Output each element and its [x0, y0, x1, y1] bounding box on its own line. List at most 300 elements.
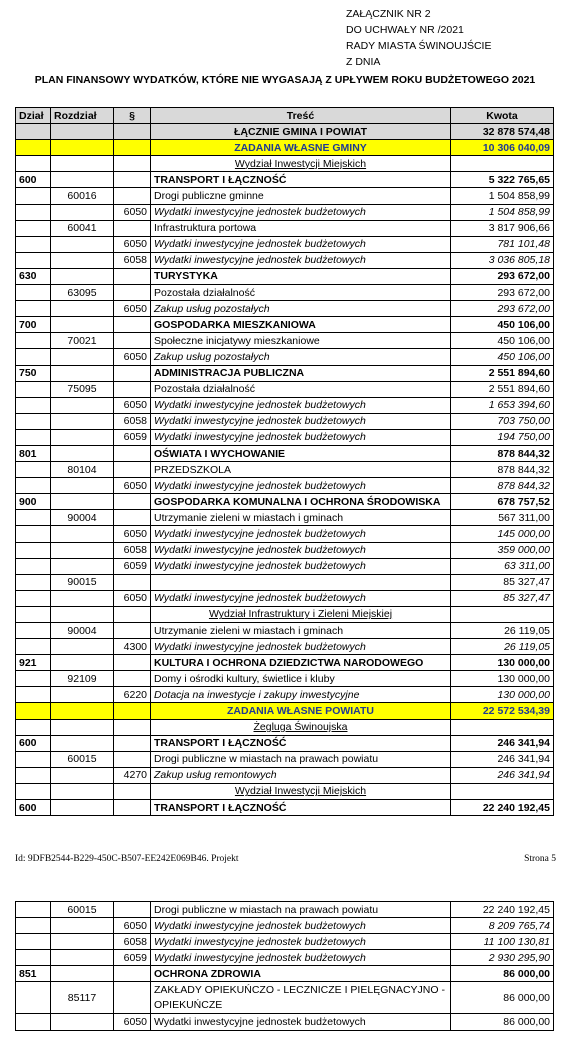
- table-row: [16, 188, 554, 204]
- table-row: [16, 982, 554, 1014]
- dzial-cell: [16, 220, 51, 236]
- tresc-cell: TRANSPORT I ŁĄCZNOŚĆ: [151, 735, 451, 751]
- paragraf-cell: 6050: [114, 526, 151, 542]
- header-line-3: RADY MIASTA ŚWINOUJŚCIE: [346, 40, 492, 52]
- rozdzial-cell: [51, 349, 114, 365]
- paragraf-cell: [114, 671, 151, 687]
- kwota-cell: 450 106,00: [451, 333, 554, 349]
- tresc-cell: Infrastruktura portowa: [151, 220, 451, 236]
- paragraf-cell: [114, 188, 151, 204]
- rozdzial-cell: [51, 526, 114, 542]
- dzial-cell: [16, 623, 51, 639]
- rozdzial-cell: [51, 687, 114, 703]
- paragraf-cell: 6059: [114, 429, 151, 445]
- table-row: [16, 918, 554, 934]
- tresc-cell: [151, 574, 451, 590]
- kwota-cell: 63 311,00: [451, 558, 554, 574]
- tresc-cell: Drogi publiczne w miastach na prawach powiatu: [151, 751, 451, 767]
- dzial-cell: 750: [16, 365, 51, 381]
- table-row: [16, 574, 554, 590]
- table-row: [16, 1014, 554, 1030]
- tresc-cell: Wydatki inwestycyjne jednostek budżetowych: [151, 934, 451, 950]
- table-row: [16, 526, 554, 542]
- tresc-cell: Wydatki inwestycyjne jednostek budżetowych: [151, 526, 451, 542]
- kwota-cell: 293 672,00: [451, 268, 554, 284]
- kwota-cell: 246 341,94: [451, 751, 554, 767]
- table-row: [16, 236, 554, 252]
- table-row: [16, 558, 554, 574]
- paragraf-cell: 6050: [114, 1014, 151, 1030]
- dzial-cell: [16, 381, 51, 397]
- paragraf-cell: 6050: [114, 918, 151, 934]
- dzial-cell: [16, 767, 51, 783]
- dzial-cell: [16, 124, 51, 140]
- rozdzial-cell: [51, 301, 114, 317]
- rozdzial-cell: 60016: [51, 188, 114, 204]
- tresc-cell: Wydatki inwestycyjne jednostek budżetowych: [151, 478, 451, 494]
- dzial-cell: 921: [16, 655, 51, 671]
- dzial-cell: [16, 188, 51, 204]
- dzial-cell: 600: [16, 172, 51, 188]
- kwota-cell: 3 036 805,18: [451, 252, 554, 268]
- rozdzial-cell: [51, 236, 114, 252]
- kwota-cell: 450 106,00: [451, 317, 554, 333]
- table-row: [16, 623, 554, 639]
- tresc-cell: Wydatki inwestycyjne jednostek budżetowych: [151, 639, 451, 655]
- paragraf-cell: [114, 800, 151, 816]
- table-row: [16, 140, 554, 156]
- dzial-cell: [16, 982, 51, 1014]
- kwota-cell: 246 341,94: [451, 735, 554, 751]
- dzial-cell: [16, 140, 51, 156]
- dzial-cell: [16, 918, 51, 934]
- paragraf-cell: [114, 574, 151, 590]
- dzial-cell: [16, 349, 51, 365]
- rozdzial-cell: 92109: [51, 671, 114, 687]
- tresc-cell: Utrzymanie zieleni w miastach i gminach: [151, 510, 451, 526]
- tresc-cell: Wydatki inwestycyjne jednostek budżetowych: [151, 429, 451, 445]
- dzial-cell: [16, 510, 51, 526]
- rozdzial-cell: 85117: [51, 982, 114, 1014]
- rozdzial-cell: [51, 767, 114, 783]
- header-line-1: ZAŁĄCZNIK NR 2: [346, 8, 431, 20]
- rozdzial-cell: [51, 800, 114, 816]
- table-row: [16, 220, 554, 236]
- paragraf-cell: [114, 333, 151, 349]
- paragraf-cell: [114, 285, 151, 301]
- kwota-cell: 145 000,00: [451, 526, 554, 542]
- dzial-cell: [16, 639, 51, 655]
- table-row: [16, 606, 554, 622]
- paragraf-cell: 6050: [114, 590, 151, 606]
- col-header-kwota: Kwota: [451, 108, 554, 124]
- rozdzial-cell: 80104: [51, 462, 114, 478]
- paragraf-cell: 6050: [114, 478, 151, 494]
- kwota-cell: 359 000,00: [451, 542, 554, 558]
- tresc-cell: Zakup usług remontowych: [151, 767, 451, 783]
- tresc-cell: Wydatki inwestycyjne jednostek budżetowych: [151, 1014, 451, 1030]
- kwota-cell: 130 000,00: [451, 687, 554, 703]
- kwota-cell: 22 572 534,39: [451, 703, 554, 719]
- rozdzial-cell: [51, 429, 114, 445]
- dzial-cell: [16, 687, 51, 703]
- dzial-cell: [16, 397, 51, 413]
- kwota-cell: 246 341,94: [451, 767, 554, 783]
- paragraf-cell: [114, 220, 151, 236]
- tresc-cell: Żegluga Świnoujska: [151, 719, 451, 735]
- dzial-cell: [16, 542, 51, 558]
- dzial-cell: [16, 333, 51, 349]
- paragraf-cell: [114, 124, 151, 140]
- rozdzial-cell: [51, 918, 114, 934]
- table-row: [16, 494, 554, 510]
- table-row: [16, 462, 554, 478]
- paragraf-cell: [114, 494, 151, 510]
- table-row: [16, 365, 554, 381]
- document-id: Id: 9DFB2544-B229-450C-B507-EE242E069B46. Projekt: [15, 854, 239, 864]
- paragraf-cell: [114, 719, 151, 735]
- paragraf-cell: [114, 623, 151, 639]
- table-row: [16, 317, 554, 333]
- paragraf-cell: 6058: [114, 413, 151, 429]
- table-row: [16, 542, 554, 558]
- table-header-row: [16, 108, 554, 124]
- table-row: [16, 397, 554, 413]
- paragraf-cell: [114, 156, 151, 172]
- tresc-cell: Zakup usług pozostałych: [151, 349, 451, 365]
- table-row: [16, 333, 554, 349]
- kwota-cell: 2 551 894,60: [451, 381, 554, 397]
- paragraf-cell: [114, 381, 151, 397]
- paragraf-cell: [114, 606, 151, 622]
- tresc-cell: Pozostała działalność: [151, 381, 451, 397]
- dzial-cell: [16, 1014, 51, 1030]
- paragraf-cell: 4270: [114, 767, 151, 783]
- paragraf-cell: 6058: [114, 934, 151, 950]
- kwota-cell: 2 551 894,60: [451, 365, 554, 381]
- rozdzial-cell: [51, 639, 114, 655]
- rozdzial-cell: [51, 950, 114, 966]
- tresc-cell: Wydatki inwestycyjne jednostek budżetowych: [151, 236, 451, 252]
- dzial-cell: [16, 478, 51, 494]
- col-header-paragraf: §: [114, 108, 151, 124]
- budget-table-page-1: [15, 107, 554, 816]
- table-row: [16, 783, 554, 799]
- table-row: [16, 735, 554, 751]
- tresc-cell: Drogi publiczne w miastach na prawach powiatu: [151, 902, 451, 918]
- table-row: [16, 172, 554, 188]
- paragraf-cell: [114, 655, 151, 671]
- dzial-cell: [16, 671, 51, 687]
- rozdzial-cell: [51, 204, 114, 220]
- dzial-cell: 801: [16, 445, 51, 461]
- rozdzial-cell: [51, 268, 114, 284]
- dzial-cell: 600: [16, 800, 51, 816]
- kwota-cell: 3 817 906,66: [451, 220, 554, 236]
- rozdzial-cell: 90004: [51, 623, 114, 639]
- rozdzial-cell: [51, 445, 114, 461]
- kwota-cell: [451, 606, 554, 622]
- paragraf-cell: 6050: [114, 301, 151, 317]
- tresc-cell: Wydział Inwestycji Miejskich: [151, 156, 451, 172]
- dzial-cell: [16, 574, 51, 590]
- tresc-cell: Wydatki inwestycyjne jednostek budżetowych: [151, 558, 451, 574]
- dzial-cell: [16, 252, 51, 268]
- dzial-cell: [16, 902, 51, 918]
- kwota-cell: 450 106,00: [451, 349, 554, 365]
- paragraf-cell: [114, 172, 151, 188]
- tresc-cell: ZAKŁADY OPIEKUŃCZO - LECZNICZE I PIELĘGNACYJNO - OPIEKUŃCZE: [151, 982, 451, 1014]
- paragraf-cell: [114, 140, 151, 156]
- dzial-cell: [16, 413, 51, 429]
- tresc-cell: GOSPODARKA KOMUNALNA I OCHRONA ŚRODOWISKA: [151, 494, 451, 510]
- dzial-cell: [16, 783, 51, 799]
- tresc-cell: Wydatki inwestycyjne jednostek budżetowych: [151, 918, 451, 934]
- kwota-cell: 703 750,00: [451, 413, 554, 429]
- tresc-cell: GOSPODARKA MIESZKANIOWA: [151, 317, 451, 333]
- paragraf-cell: [114, 966, 151, 982]
- dzial-cell: [16, 429, 51, 445]
- rozdzial-cell: [51, 542, 114, 558]
- table-row: [16, 445, 554, 461]
- dzial-cell: [16, 236, 51, 252]
- table-row: [16, 478, 554, 494]
- dzial-cell: [16, 606, 51, 622]
- kwota-cell: 878 844,32: [451, 445, 554, 461]
- dzial-cell: [16, 719, 51, 735]
- kwota-cell: 781 101,48: [451, 236, 554, 252]
- col-header-tresc: Treść: [151, 108, 451, 124]
- table-row: [16, 381, 554, 397]
- tresc-cell: Wydział Inwestycji Miejskich: [151, 783, 451, 799]
- rozdzial-cell: [51, 397, 114, 413]
- paragraf-cell: [114, 268, 151, 284]
- paragraf-cell: [114, 783, 151, 799]
- dzial-cell: [16, 590, 51, 606]
- table-row: [16, 751, 554, 767]
- rozdzial-cell: [51, 558, 114, 574]
- tresc-cell: Utrzymanie zieleni w miastach i gminach: [151, 623, 451, 639]
- kwota-cell: 130 000,00: [451, 655, 554, 671]
- rozdzial-cell: 63095: [51, 285, 114, 301]
- rozdzial-cell: 60041: [51, 220, 114, 236]
- kwota-cell: [451, 719, 554, 735]
- rozdzial-cell: [51, 252, 114, 268]
- kwota-cell: 678 757,52: [451, 494, 554, 510]
- table-row: [16, 590, 554, 606]
- table-row: [16, 767, 554, 783]
- tresc-cell: Domy i ośrodki kultury, świetlice i kluby: [151, 671, 451, 687]
- dzial-cell: 851: [16, 966, 51, 982]
- kwota-cell: 1 504 858,99: [451, 204, 554, 220]
- dzial-cell: [16, 703, 51, 719]
- kwota-cell: 32 878 574,48: [451, 124, 554, 140]
- rozdzial-cell: [51, 966, 114, 982]
- paragraf-cell: [114, 365, 151, 381]
- rozdzial-cell: 60015: [51, 751, 114, 767]
- rozdzial-cell: [51, 413, 114, 429]
- table-row: [16, 671, 554, 687]
- kwota-cell: 1 653 394,60: [451, 397, 554, 413]
- kwota-cell: 293 672,00: [451, 301, 554, 317]
- tresc-cell: ZADANIA WŁASNE GMINY: [151, 140, 451, 156]
- paragraf-cell: 6050: [114, 397, 151, 413]
- tresc-cell: KULTURA I OCHRONA DZIEDZICTWA NARODOWEGO: [151, 655, 451, 671]
- rozdzial-cell: [51, 124, 114, 140]
- rozdzial-cell: [51, 317, 114, 333]
- kwota-cell: 26 119,05: [451, 639, 554, 655]
- paragraf-cell: [114, 735, 151, 751]
- kwota-cell: 85 327,47: [451, 590, 554, 606]
- rozdzial-cell: [51, 494, 114, 510]
- dzial-cell: [16, 301, 51, 317]
- tresc-cell: Wydatki inwestycyjne jednostek budżetowych: [151, 590, 451, 606]
- dzial-cell: 700: [16, 317, 51, 333]
- paragraf-cell: [114, 982, 151, 1014]
- tresc-cell: OCHRONA ZDROWIA: [151, 966, 451, 982]
- paragraf-cell: [114, 317, 151, 333]
- page-number: Strona 5: [524, 854, 556, 864]
- kwota-cell: 85 327,47: [451, 574, 554, 590]
- tresc-cell: Dotacja na inwestycje i zakupy inwestycyjne: [151, 687, 451, 703]
- kwota-cell: 878 844,32: [451, 462, 554, 478]
- paragraf-cell: 6050: [114, 236, 151, 252]
- table-row: [16, 285, 554, 301]
- paragraf-cell: 6050: [114, 349, 151, 365]
- kwota-cell: 194 750,00: [451, 429, 554, 445]
- rozdzial-cell: [51, 590, 114, 606]
- dzial-cell: [16, 934, 51, 950]
- kwota-cell: 130 000,00: [451, 671, 554, 687]
- tresc-cell: Wydatki inwestycyjne jednostek budżetowych: [151, 542, 451, 558]
- rozdzial-cell: [51, 172, 114, 188]
- tresc-cell: ŁĄCZNIE GMINA I POWIAT: [151, 124, 451, 140]
- kwota-cell: 22 240 192,45: [451, 800, 554, 816]
- tresc-cell: TRANSPORT I ŁĄCZNOŚĆ: [151, 800, 451, 816]
- table-row: [16, 252, 554, 268]
- table-row: [16, 413, 554, 429]
- kwota-cell: 26 119,05: [451, 623, 554, 639]
- col-header-dzial: Dział: [16, 108, 51, 124]
- table-row: [16, 703, 554, 719]
- rozdzial-cell: 90015: [51, 574, 114, 590]
- paragraf-cell: [114, 510, 151, 526]
- dzial-cell: [16, 526, 51, 542]
- tresc-cell: Zakup usług pozostałych: [151, 301, 451, 317]
- table-row: [16, 800, 554, 816]
- paragraf-cell: 6050: [114, 204, 151, 220]
- tresc-cell: Drogi publiczne gminne: [151, 188, 451, 204]
- paragraf-cell: 4300: [114, 639, 151, 655]
- paragraf-cell: 6058: [114, 542, 151, 558]
- table-row: [16, 655, 554, 671]
- paragraf-cell: 6059: [114, 950, 151, 966]
- table-row: [16, 902, 554, 918]
- col-header-rozdzial: Rozdział: [51, 108, 114, 124]
- table-row: [16, 950, 554, 966]
- dzial-cell: 630: [16, 268, 51, 284]
- dzial-cell: [16, 462, 51, 478]
- document-header: [346, 6, 491, 70]
- table-row: [16, 349, 554, 365]
- table-row: [16, 934, 554, 950]
- paragraf-cell: [114, 445, 151, 461]
- tresc-cell: TURYSTYKA: [151, 268, 451, 284]
- tresc-cell: Wydatki inwestycyjne jednostek budżetowych: [151, 397, 451, 413]
- table-row: [16, 639, 554, 655]
- dzial-cell: [16, 751, 51, 767]
- tresc-cell: ZADANIA WŁASNE POWIATU: [151, 703, 451, 719]
- table-row: [16, 510, 554, 526]
- kwota-cell: 86 000,00: [451, 966, 554, 982]
- rozdzial-cell: [51, 783, 114, 799]
- table-row: [16, 719, 554, 735]
- rozdzial-cell: 60015: [51, 902, 114, 918]
- paragraf-cell: [114, 902, 151, 918]
- kwota-cell: 567 311,00: [451, 510, 554, 526]
- dzial-cell: 900: [16, 494, 51, 510]
- rozdzial-cell: [51, 606, 114, 622]
- tresc-cell: Wydział Infrastruktury i Zieleni Miejskiej: [151, 606, 451, 622]
- tresc-cell: TRANSPORT I ŁĄCZNOŚĆ: [151, 172, 451, 188]
- dzial-cell: [16, 156, 51, 172]
- table-row: [16, 268, 554, 284]
- kwota-cell: 11 100 130,81: [451, 934, 554, 950]
- rozdzial-cell: [51, 156, 114, 172]
- document-title: PLAN FINANSOWY WYDATKÓW, KTÓRE NIE WYGASAJĄ Z UPŁYWEM ROKU BUDŻETOWEGO 2021: [34, 74, 536, 86]
- rozdzial-cell: [51, 719, 114, 735]
- kwota-cell: 22 240 192,45: [451, 902, 554, 918]
- paragraf-cell: [114, 462, 151, 478]
- table-row: [16, 301, 554, 317]
- dzial-cell: [16, 285, 51, 301]
- paragraf-cell: 6059: [114, 558, 151, 574]
- table-row: [16, 687, 554, 703]
- kwota-cell: 2 930 295,90: [451, 950, 554, 966]
- paragraf-cell: [114, 751, 151, 767]
- paragraf-cell: 6058: [114, 252, 151, 268]
- kwota-cell: [451, 156, 554, 172]
- tresc-cell: Wydatki inwestycyjne jednostek budżetowych: [151, 204, 451, 220]
- kwota-cell: 8 209 765,74: [451, 918, 554, 934]
- tresc-cell: Społeczne inicjatywy mieszkaniowe: [151, 333, 451, 349]
- table-row: [16, 966, 554, 982]
- kwota-cell: [451, 783, 554, 799]
- kwota-cell: 86 000,00: [451, 1014, 554, 1030]
- kwota-cell: 878 844,32: [451, 478, 554, 494]
- kwota-cell: 5 322 765,65: [451, 172, 554, 188]
- rozdzial-cell: [51, 655, 114, 671]
- kwota-cell: 10 306 040,09: [451, 140, 554, 156]
- paragraf-cell: 6220: [114, 687, 151, 703]
- tresc-cell: Wydatki inwestycyjne jednostek budżetowych: [151, 950, 451, 966]
- dzial-cell: [16, 558, 51, 574]
- paragraf-cell: [114, 703, 151, 719]
- rozdzial-cell: [51, 934, 114, 950]
- budget-table-page-2: [15, 901, 554, 1031]
- table-row: [16, 156, 554, 172]
- rozdzial-cell: [51, 735, 114, 751]
- tresc-cell: PRZEDSZKOLA: [151, 462, 451, 478]
- tresc-cell: Wydatki inwestycyjne jednostek budżetowych: [151, 252, 451, 268]
- rozdzial-cell: [51, 140, 114, 156]
- kwota-cell: 293 672,00: [451, 285, 554, 301]
- rozdzial-cell: 75095: [51, 381, 114, 397]
- rozdzial-cell: 70021: [51, 333, 114, 349]
- tresc-cell: ADMINISTRACJA PUBLICZNA: [151, 365, 451, 381]
- kwota-cell: 86 000,00: [451, 982, 554, 1014]
- table-row: [16, 429, 554, 445]
